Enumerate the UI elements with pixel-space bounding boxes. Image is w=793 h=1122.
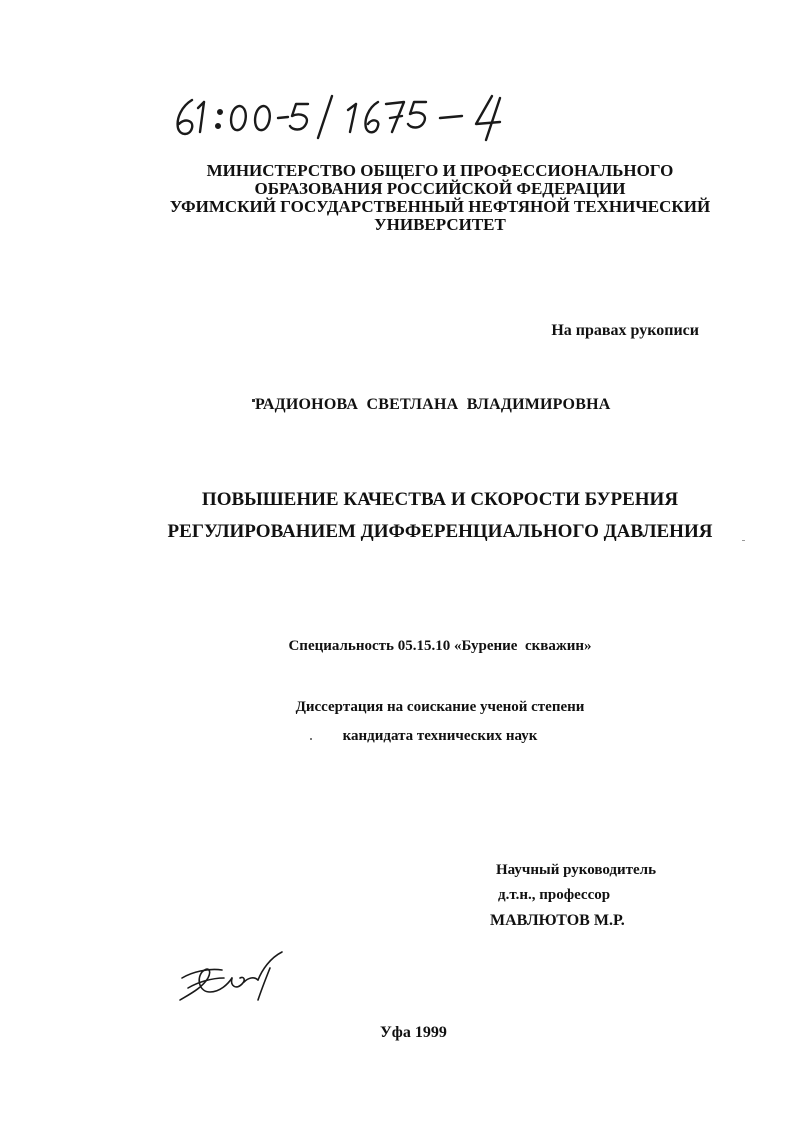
rights-note: На правах рукописи (551, 322, 699, 339)
handwritten-catalog-number (170, 92, 530, 144)
specialty: Специальность 05.15.10 «Бурение скважин» (288, 638, 592, 654)
university-line-2: УНИВЕРСИТЕТ (374, 215, 506, 234)
ministry-line-1: МИНИСТЕРСТВО ОБЩЕГО И ПРОФЕССИОНАЛЬНОГО (206, 161, 674, 180)
thesis-title-line-2: РЕГУЛИРОВАНИЕМ ДИФФЕРЕНЦИАЛЬНОГО ДАВЛЕНИЯ (167, 521, 713, 542)
supervisor-title: Научный руководитель (496, 862, 656, 878)
degree-line-1: Диссертация на соискание ученой степени (295, 699, 585, 715)
degree-line-2: кандидата технических наук (342, 728, 538, 744)
city-year: Уфа 1999 (380, 1024, 447, 1041)
signature (178, 948, 293, 1010)
supervisor-name: МАВЛЮТОВ М.Р. (490, 912, 625, 929)
degree-statement (140, 693, 740, 751)
supervisor-block (490, 858, 656, 933)
thesis-title-line-1: ПОВЫШЕНИЕ КАЧЕСТВА И СКОРОСТИ БУРЕНИЯ (201, 489, 679, 510)
scan-speck (742, 540, 745, 541)
scan-speck (310, 738, 312, 740)
ministry-line-2: ОБРАЗОВАНИЯ РОССИЙСКОЙ ФЕДЕРАЦИИ (254, 179, 626, 198)
thesis-title (120, 484, 760, 548)
supervisor-degree: д.т.н., профессор (498, 887, 611, 903)
university-line-1: УФИМСКИЙ ГОСУДАРСТВЕННЫЙ НЕФТЯНОЙ ТЕХНИЧЕСКИЙ (169, 197, 711, 216)
author-name: РАДИОНОВА СВЕТЛАНА ВЛАДИМИРОВНА (255, 396, 611, 413)
institution-header (150, 162, 730, 234)
